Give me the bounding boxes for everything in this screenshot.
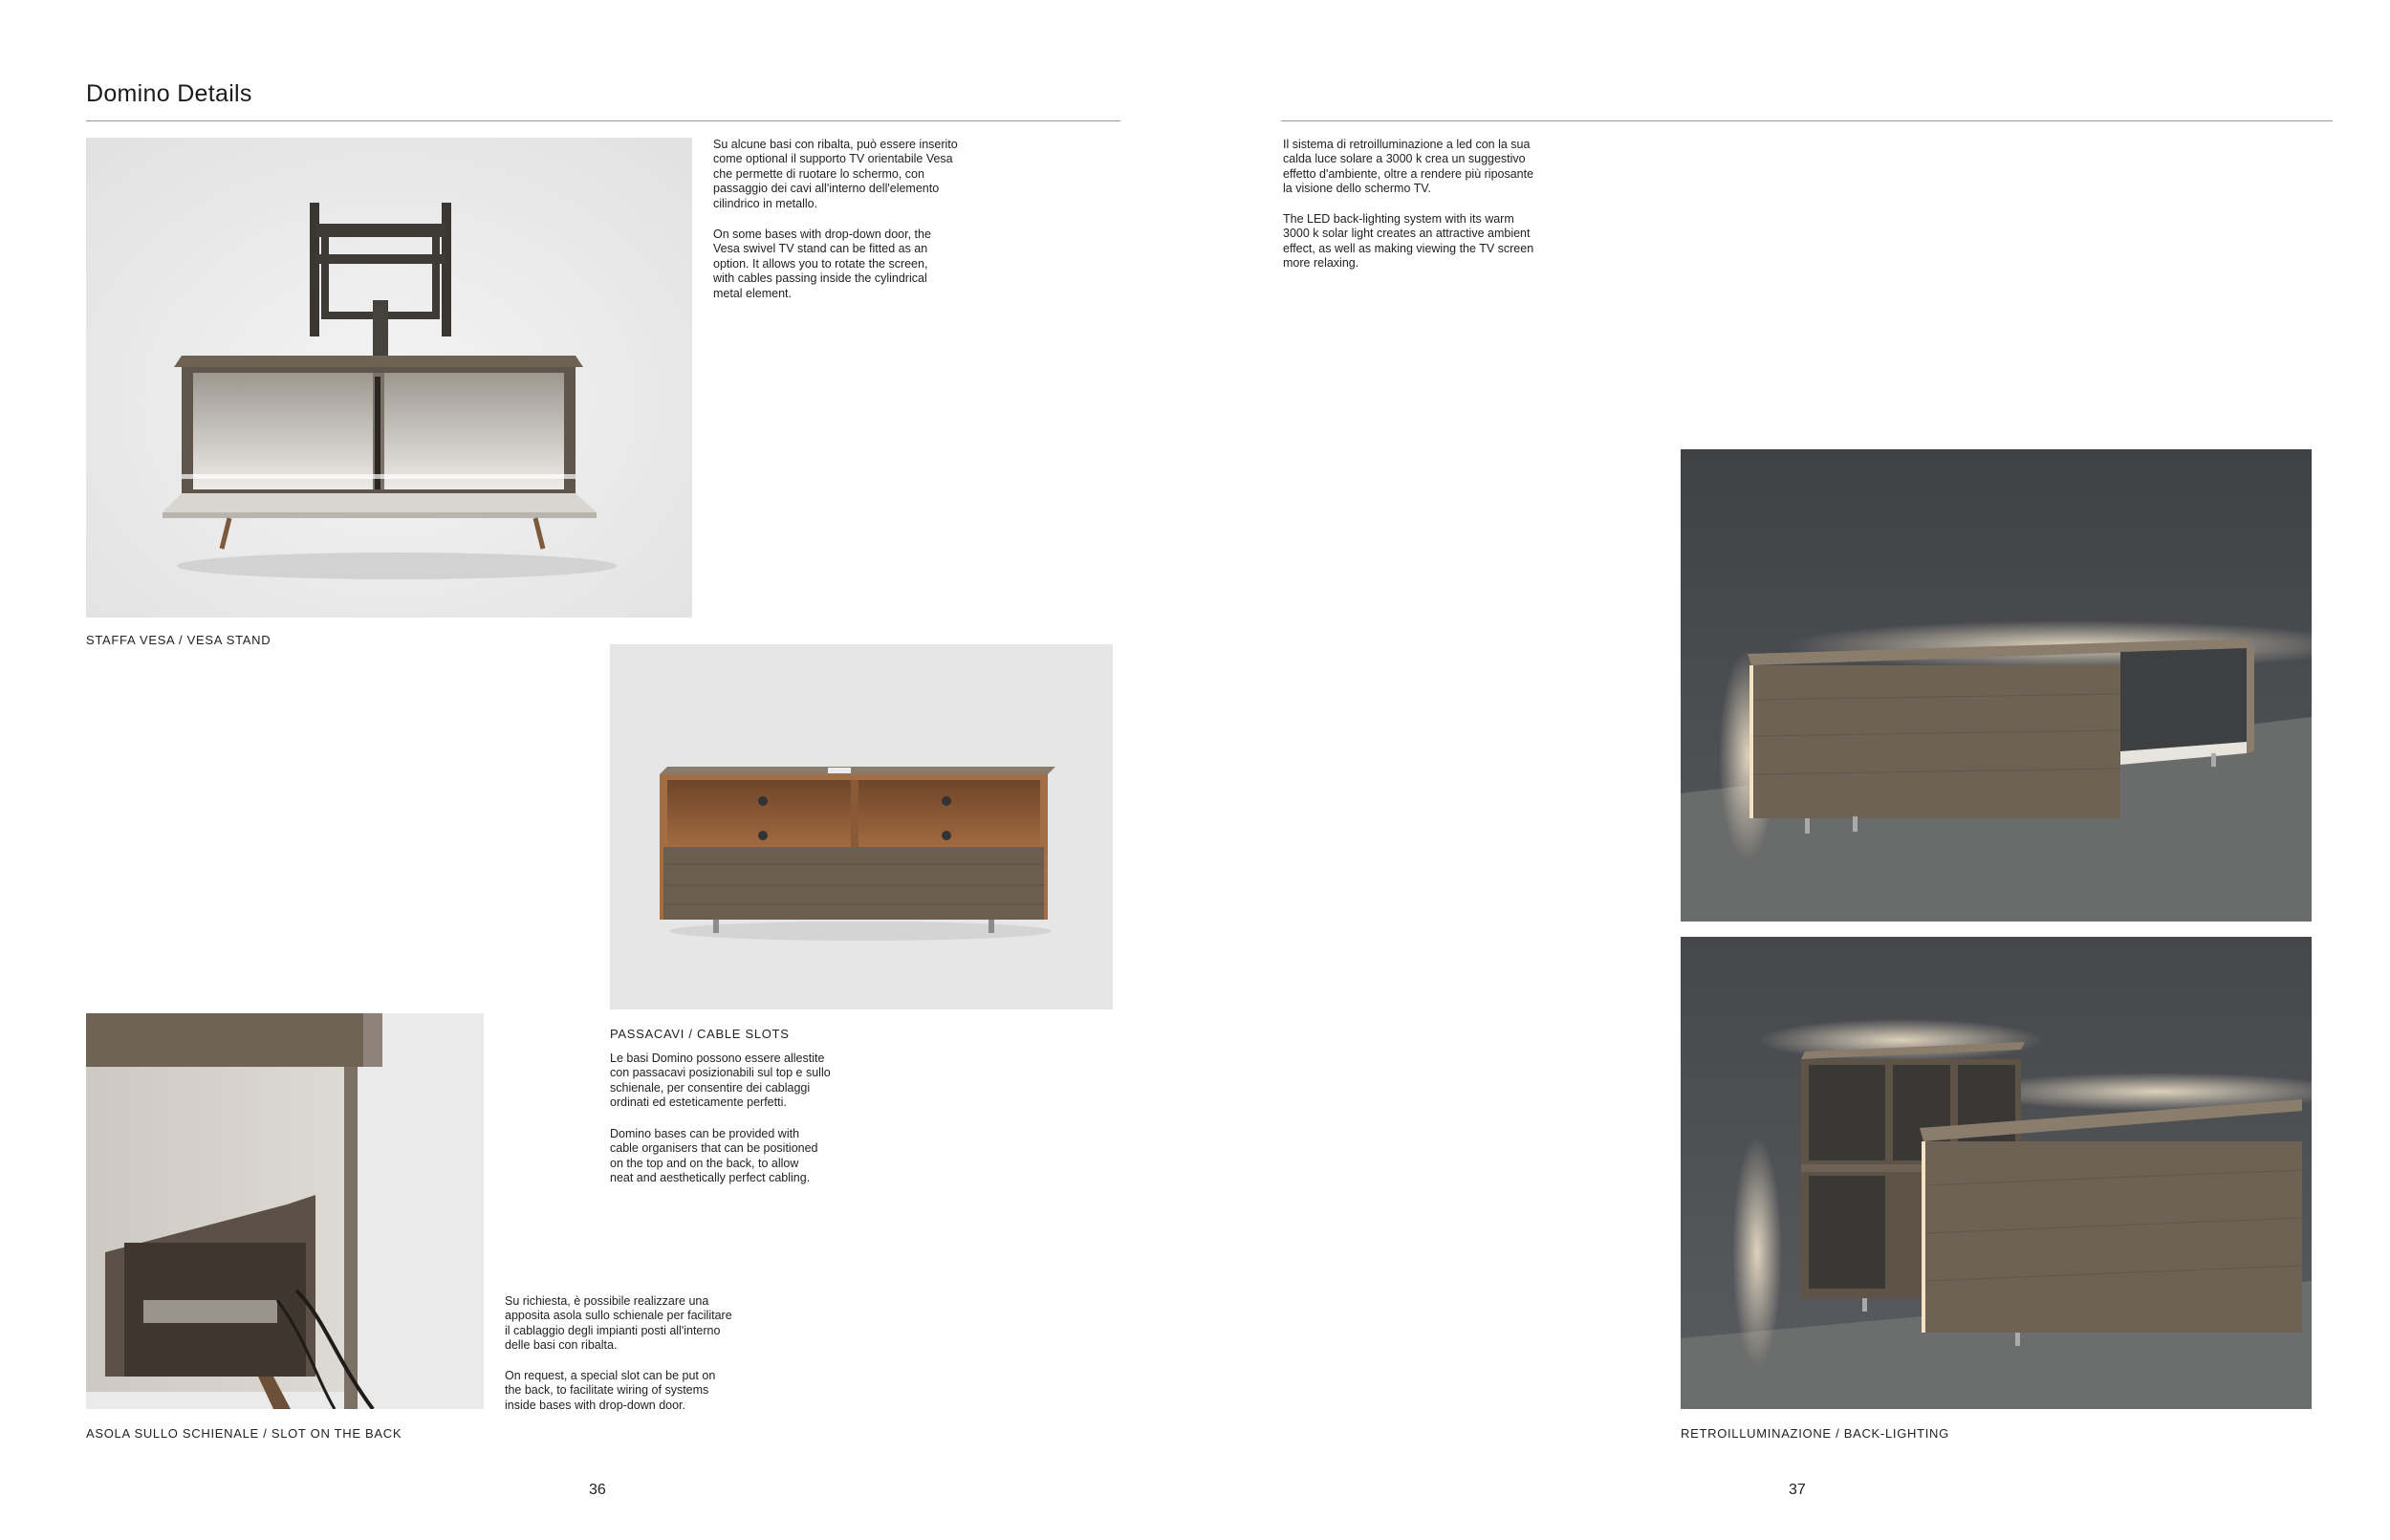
- slot-back-image: [86, 1013, 484, 1409]
- cable-slots-image: [610, 644, 1113, 1009]
- backlighting-image-1: [1681, 449, 2312, 922]
- backlighting-image-2: [1681, 937, 2312, 1409]
- cable-slots-caption: PASSACAVI / CABLE SLOTS: [610, 1027, 790, 1041]
- title-rule-left: [86, 120, 1120, 121]
- slot-back-text-en: On request, a special slot can be put on the back, to facilitate wiring of systems inside bases with drop-down door.: [505, 1369, 716, 1412]
- vesa-text-it: Su alcune basi con ribalta, può essere inserito come optional il supporto TV orientabile Vesa che permette di ruotare lo schermo, con passaggio dei cavi all'interno dell'elemento cilindrico in metallo.: [713, 138, 958, 210]
- backlighting-caption: RETROILLUMINAZIONE / BACK-LIGHTING: [1681, 1426, 1949, 1441]
- backlighting-text-it: Il sistema di retroilluminazione a led con la sua calda luce solare a 3000 k crea un suggestivo effetto d'ambiente, oltre a rendere più riposante la visione dello schermo TV.: [1283, 138, 1534, 196]
- page-title: Domino Details: [86, 80, 252, 107]
- slot-back-text-it: Su richiesta, è possibile realizzare una apposita asola sullo schienale per facilitare il cablaggio degli impianti posti all'interno delle basi con ribalta.: [505, 1294, 732, 1353]
- vesa-text-en: On some bases with drop-down door, the Vesa swivel TV stand can be fitted as an option. It allows you to rotate the screen, with cables passing inside the cylindrical metal element.: [713, 228, 931, 300]
- page-number-left: 36: [589, 1482, 606, 1498]
- vesa-stand-image: [86, 138, 692, 618]
- vesa-caption: STAFFA VESA / VESA STAND: [86, 633, 272, 647]
- cable-slots-text-it: Le basi Domino possono essere allestite con passacavi posizionabili sul top e sullo schienale, per consentire dei cablaggi ordinati ed esteticamente perfetti.: [610, 1052, 831, 1110]
- cable-slots-text-en: Domino bases can be provided with cable organisers that can be positioned on the top and on the back, to allow neat and aesthetically perfect cabling.: [610, 1127, 818, 1185]
- title-rule-right: [1281, 120, 2333, 121]
- backlighting-text-en: The LED back-lighting system with its warm 3000 k solar light creates an attractive ambient effect, as well as making viewing the TV screen more relaxing.: [1283, 212, 1534, 271]
- slot-back-caption: ASOLA SULLO SCHIENALE / SLOT ON THE BACK: [86, 1426, 402, 1441]
- page-number-right: 37: [1789, 1482, 1806, 1498]
